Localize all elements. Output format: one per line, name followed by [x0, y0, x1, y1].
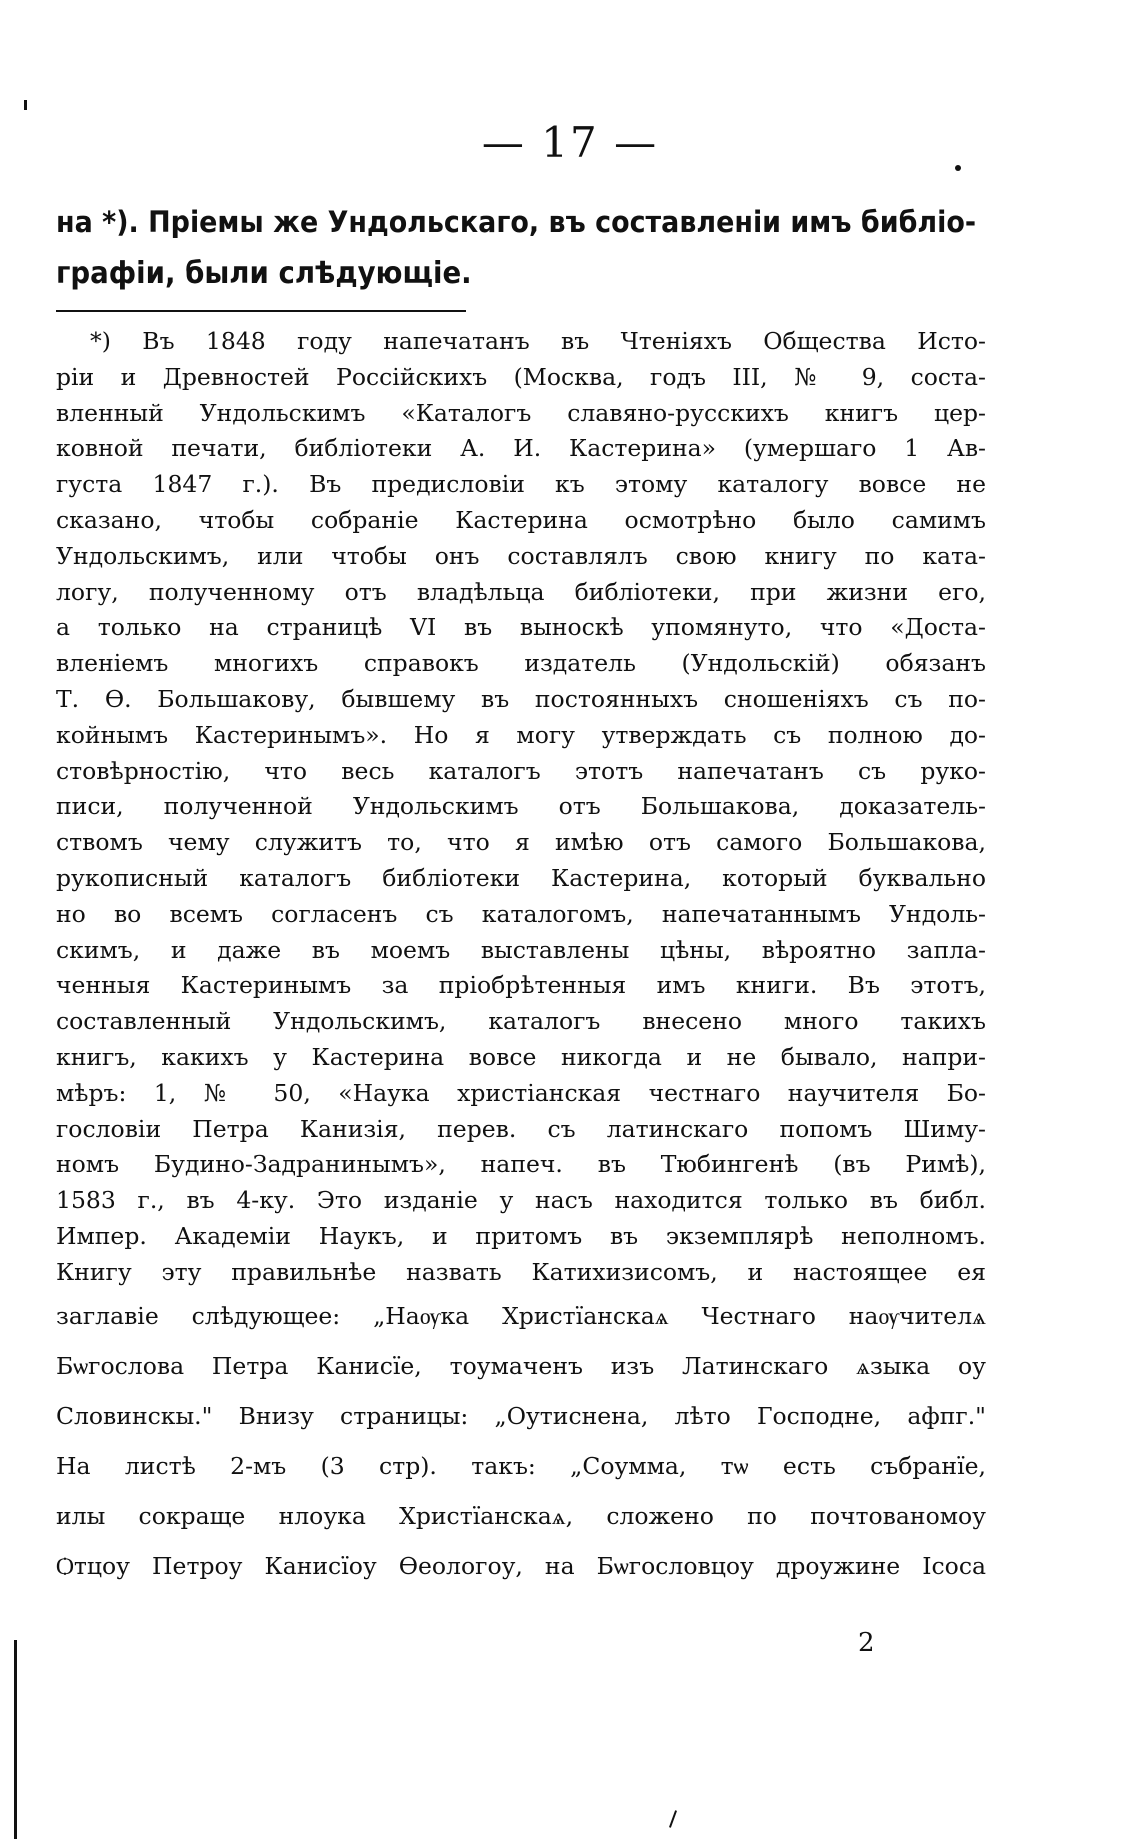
- footnote-line: составленный Ундольскимъ, каталогъ внесено много такихъ: [56, 1007, 986, 1036]
- main-text-line: графіи, были слѣдующіе.: [56, 256, 472, 291]
- scan-speck: [669, 1810, 677, 1828]
- footnote-line: ченныя Кастеринымъ за пріобрѣтенныя имъ книги. Въ этотъ,: [56, 971, 986, 1000]
- footnote-line: писи, полученной Ундольскимъ отъ Большакова, доказатель-: [56, 792, 986, 821]
- footnote-line: а только на страницѣ VI въ выноскѣ упомянуто, что «Доста-: [56, 613, 986, 642]
- footnote-line: стовѣрностію, что весь каталогъ этотъ напечатанъ съ руко-: [56, 756, 986, 785]
- footnote-line: Ѻтцоу Петроу Канисїоу Ѳеологоу, на Бѡгословцоу дроужине Ісоса: [56, 1551, 986, 1580]
- footnote-rule: [56, 310, 466, 312]
- page-number: — 17 —: [481, 118, 659, 167]
- footnote-line: заглавіе слѣдующее: „Наѹка Христїанскаѧ Честнаго наѹчителѧ: [56, 1301, 986, 1330]
- footnote-line: скимъ, и даже въ моемъ выставлены цѣны, вѣроятно запла-: [56, 935, 986, 964]
- footnote-line: гословіи Петра Канизія, перев. съ латинскаго попомъ Шиму-: [56, 1114, 986, 1143]
- footnote-line: густа 1847 г.). Въ предисловіи къ этому каталогу вовсе не: [56, 470, 986, 499]
- footnote-line: сказано, чтобы собраніе Кастерина осмотрѣно было самимъ: [56, 505, 986, 534]
- footnote-line: номъ Будино-Задранинымъ», напеч. въ Тюбингенѣ (въ Римѣ),: [56, 1150, 986, 1179]
- footnote-line: Бѡгослова Петра Канисїе, тоумаченъ изъ Латинскаго ѧзыка оу: [56, 1351, 986, 1380]
- footnote-line: вленіемъ многихъ справокъ издатель (Ундольскій) обязанъ: [56, 649, 986, 678]
- scan-edge-line: [14, 1640, 17, 1839]
- footnote-line: мѣръ: 1, № 50, «Наука христіанская честнаго научителя Бо-: [56, 1078, 986, 1107]
- footnote-line: Ундольскимъ, или чтобы онъ составлялъ свою книгу по ката-: [56, 541, 986, 570]
- footnote-line: Т. Ѳ. Большакову, бывшему въ постоянныхъ сношеніяхъ съ по-: [56, 684, 986, 713]
- footnote-line: илы сокраще нлоука Христїанскаѧ, сложено по почтованомоу: [56, 1501, 986, 1530]
- footnote-line: но во всемъ согласенъ съ каталогомъ, напечатаннымъ Ундоль-: [56, 899, 986, 928]
- main-text-line: на *). Пріемы же Ундольскаго, въ составленіи имъ библіо-: [56, 205, 976, 239]
- footnote-line: Книгу эту правильнѣе назвать Катихизисомъ, и настоящее ея: [56, 1257, 986, 1286]
- footnote-line: книгъ, какихъ у Кастерина вовсе никогда и не бывало, напри-: [56, 1042, 986, 1071]
- footnote-line: На листѣ 2-мъ (3 стр). такъ: „Соумма, тѡ есть събранїе,: [56, 1451, 986, 1480]
- footnote-line: 1583 г., въ 4-ку. Это изданіе у насъ находится только въ библ.: [56, 1186, 986, 1215]
- signature-mark: 2: [858, 1628, 875, 1658]
- scan-speck: [24, 100, 27, 110]
- footnote-line: койнымъ Кастеринымъ». Но я могу утверждать съ полною до-: [56, 720, 986, 749]
- footnote-line: ствомъ чему служитъ то, что я имѣю отъ самого Большакова,: [56, 828, 986, 857]
- footnote-line: Словинскы." Внизу страницы: „Оутиснена, лѣто Господне, афпг.": [56, 1401, 986, 1430]
- main-text: [56, 196, 986, 300]
- footnote-line: логу, полученному отъ владѣльца библіотеки, при жизни его,: [56, 577, 986, 606]
- footnote-line: вленный Ундольскимъ «Каталогъ славяно-русскихъ книгъ цер-: [56, 398, 986, 427]
- footnote-line: ковной печати, библіотеки А. И. Кастерина» (умершаго 1 Ав-: [56, 434, 986, 463]
- footnote-line: ріи и Древностей Россійскихъ (Москва, годъ III, № 9, соста-: [56, 362, 986, 391]
- footnote-line: рукописный каталогъ библіотеки Кастерина, который буквально: [56, 863, 986, 892]
- footnote-line: Импер. Академіи Наукъ, и притомъ въ экземплярѣ неполномъ.: [56, 1221, 986, 1250]
- footnote: [56, 324, 986, 1591]
- scan-speck: [955, 165, 961, 171]
- footnote-line: *) Въ 1848 году напечатанъ въ Чтеніяхъ Общества Исто-: [90, 327, 986, 355]
